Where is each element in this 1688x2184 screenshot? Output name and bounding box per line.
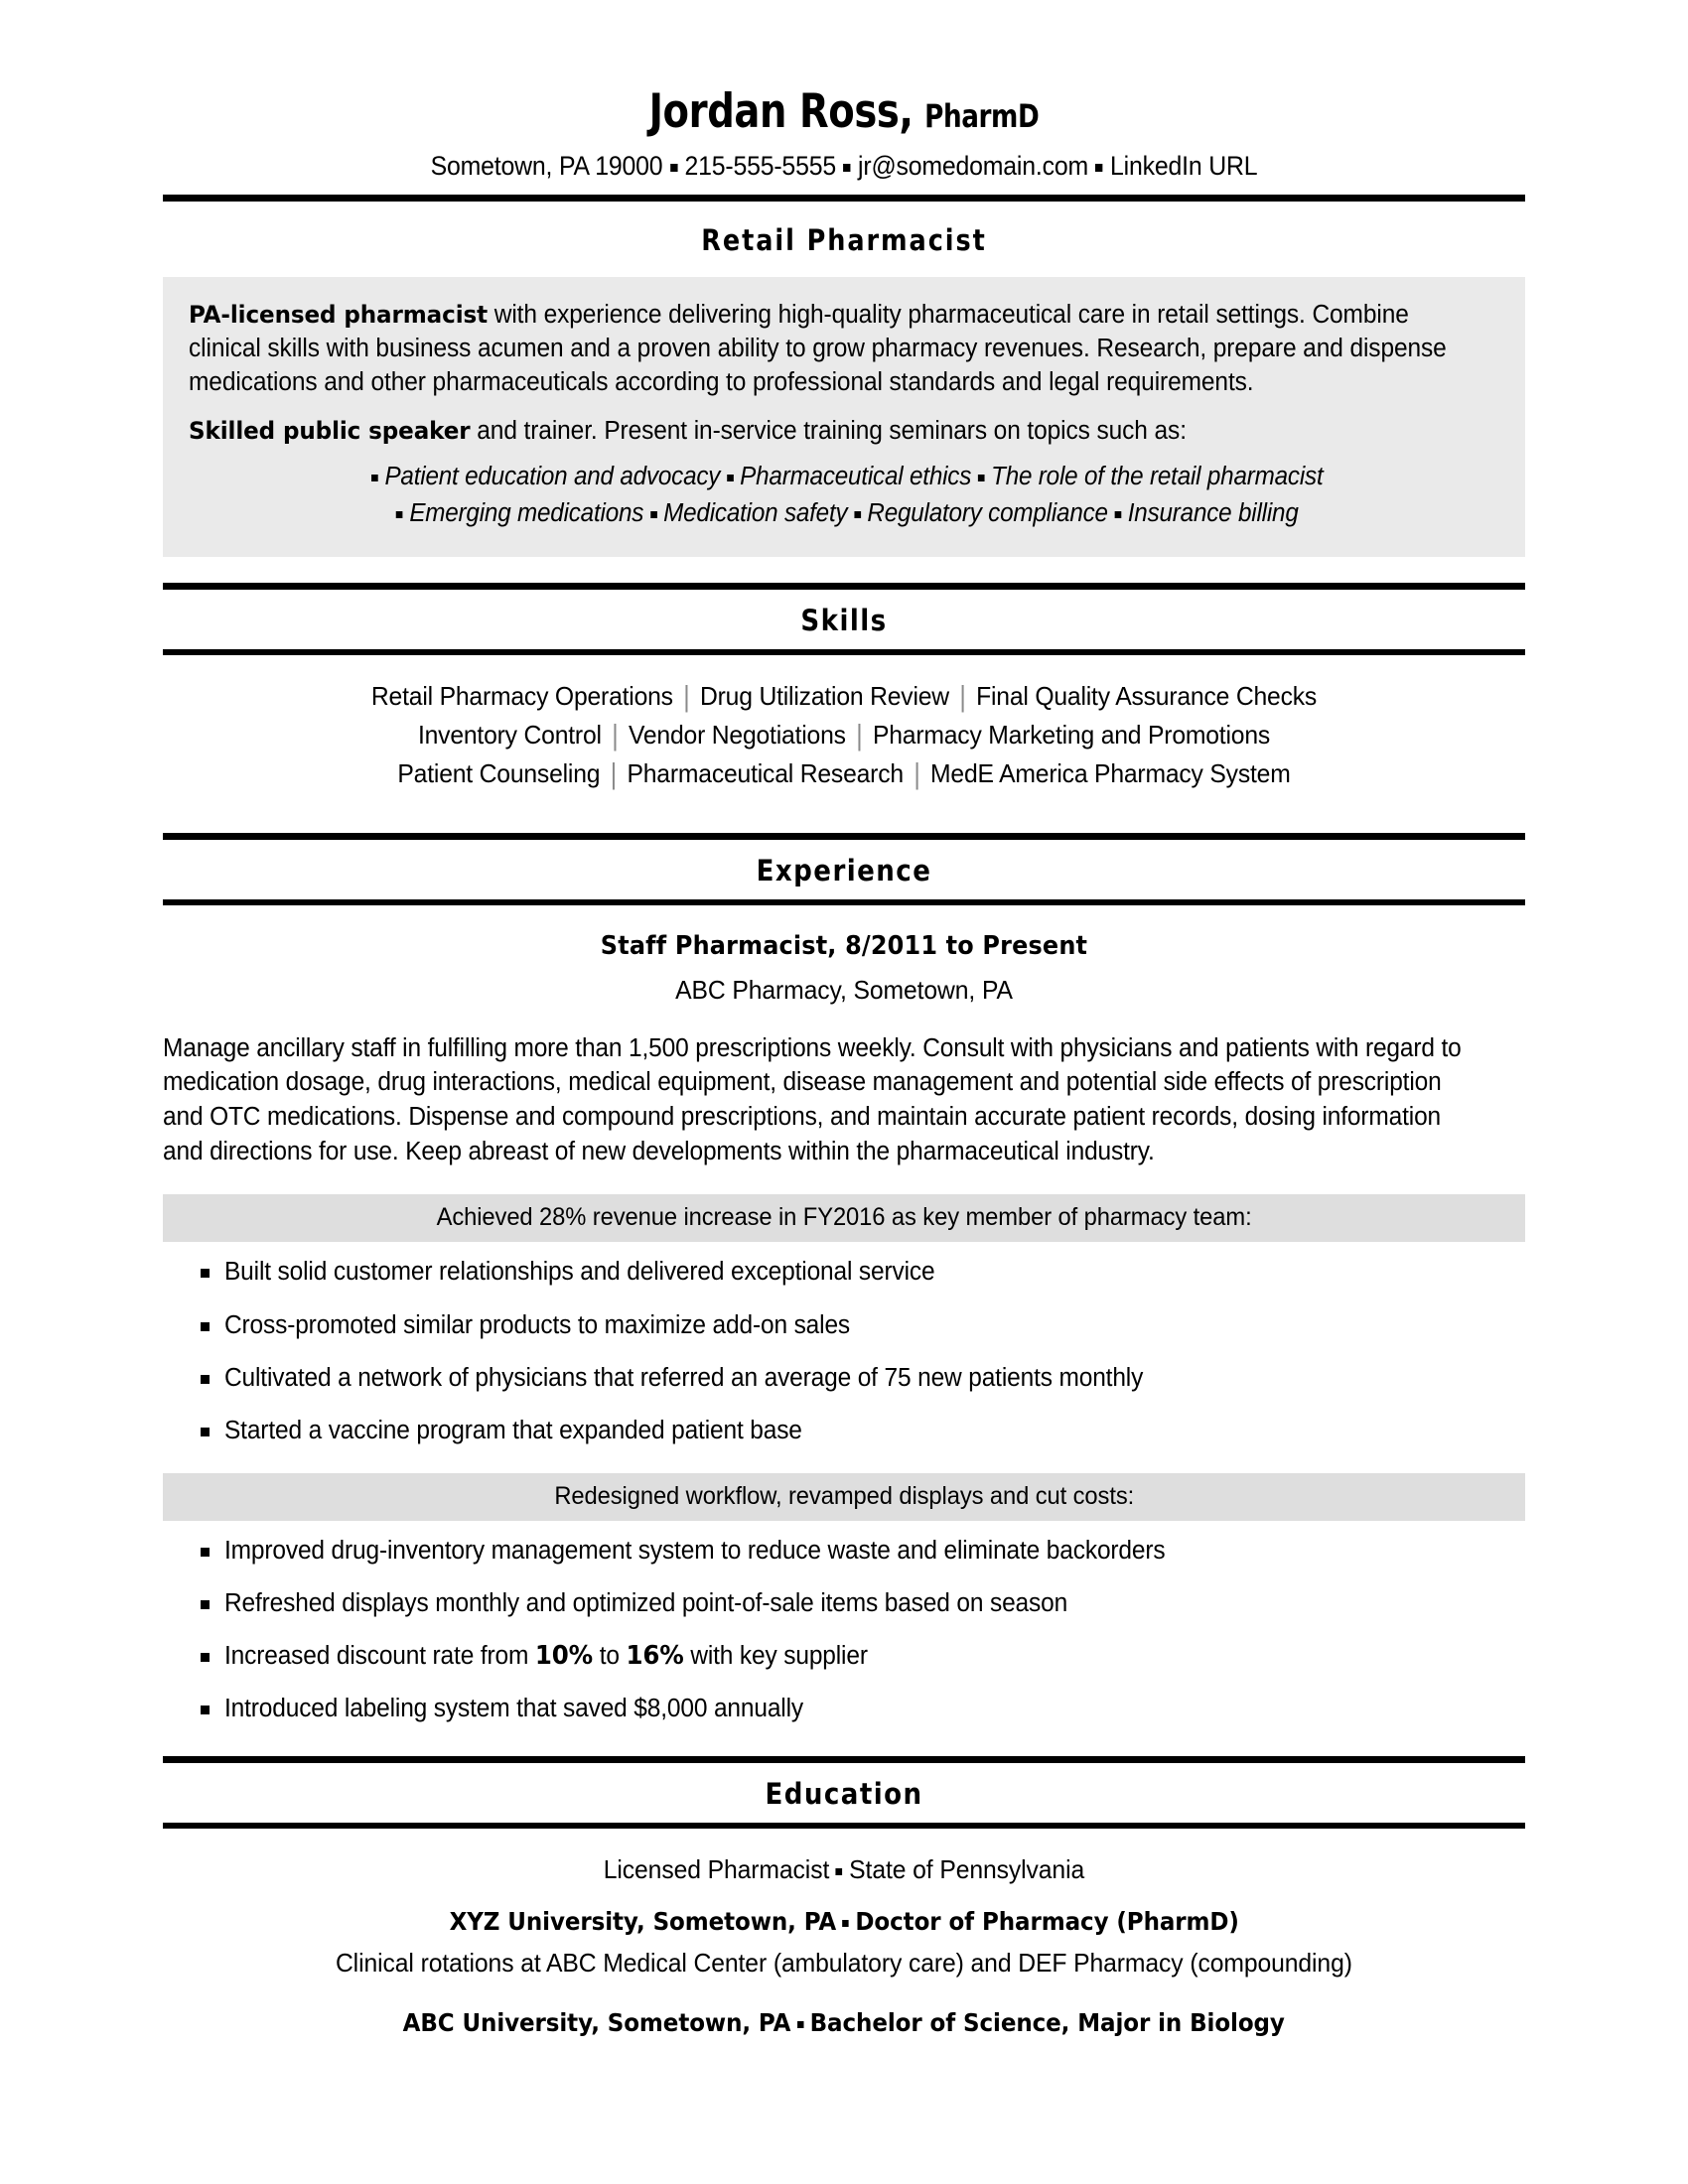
bullet-separator-icon: [842, 1920, 848, 1927]
summary-paragraph-2: [189, 415, 1447, 449]
list-item: [199, 1309, 1525, 1342]
skill-item: MedE America Pharmacy System: [930, 757, 1291, 788]
topic-item: Regulatory compliance: [867, 498, 1108, 527]
contact-line: [217, 150, 1471, 182]
section-title-education: Education: [765, 1776, 923, 1811]
header-rule: [163, 195, 1525, 202]
section-education: [163, 1756, 1525, 1829]
discount-from: 10%: [534, 1641, 594, 1672]
summary-paragraph-1-text: with experience delivering high-quality pharmaceutical care in retail settings. Combine clinical skills with business acumen and a proven ability to grow pharmacy revenues. Research, prepare and dispense medications and other pharmaceuticals according to professional standards and legal requirements.: [189, 300, 1447, 396]
bullet-square-icon: [371, 475, 378, 481]
bullet-separator-icon: [1095, 164, 1102, 172]
topic-item: The role of the retail pharmacist: [991, 463, 1324, 491]
education-list: [163, 1829, 1525, 2037]
contact-phone: 215-555-5555: [684, 151, 836, 182]
education-degree-1: [163, 1907, 1525, 1936]
achievement-text: Cross-promoted similar products to maximize add-on sales: [224, 1310, 851, 1339]
list-item: [199, 1693, 1525, 1725]
topic-item: Insurance billing: [1127, 498, 1299, 527]
bullet-separator-icon: [670, 164, 677, 172]
list-item: [199, 1415, 1525, 1447]
bullet-separator-icon: [836, 1868, 843, 1875]
skill-separator-icon: |: [959, 678, 966, 713]
summary-speaker-bold: Skilled public speaker: [189, 417, 471, 446]
summary-lead-bold: PA-licensed pharmacist: [189, 300, 489, 329]
candidate-name-line: [285, 84, 1402, 139]
achievement-text: Started a vaccine program that expanded patient base: [224, 1416, 802, 1444]
topic-item: Medication safety: [663, 498, 848, 527]
bullet-separator-icon: [797, 2021, 803, 2028]
achievement-list-2: [163, 1535, 1525, 1726]
degree-name: Doctor of Pharmacy (PharmD): [855, 1906, 1239, 1936]
degree-school: ABC University, Sometown, PA: [402, 2007, 791, 2037]
achievement-text: Refreshed displays monthly and optimized point-of-sale items based on season: [224, 1589, 1068, 1618]
discount-mid: to: [593, 1642, 627, 1671]
section-title-skills: Skills: [800, 603, 888, 637]
contact-linkedin[interactable]: LinkedIn URL: [1110, 151, 1258, 182]
skill-item: Retail Pharmacy Operations: [370, 680, 673, 711]
skill-separator-icon: |: [914, 755, 920, 790]
bullet-separator-icon: [1114, 511, 1121, 518]
page-title: Retail Pharmacist: [701, 222, 987, 257]
skill-item: Pharmaceutical Research: [627, 757, 904, 788]
degree-name: Bachelor of Science, Major in Biology: [809, 2007, 1286, 2037]
list-item: [199, 1640, 1525, 1673]
skill-separator-icon: |: [856, 717, 863, 751]
degree-school: XYZ University, Sometown, PA: [449, 1906, 836, 1936]
education-degree-1-inner: [449, 1907, 1238, 1936]
list-item: [199, 1587, 1525, 1620]
bullet-separator-icon: [727, 475, 734, 481]
education-license: [163, 1854, 1525, 1885]
summary-topics-list: [189, 459, 1499, 530]
education-degree-2-inner: [403, 2008, 1285, 2037]
list-item: [199, 1362, 1525, 1395]
skill-item: Final Quality Assurance Checks: [976, 680, 1318, 711]
skill-item: Patient Counseling: [397, 757, 601, 788]
skill-item: Drug Utilization Review: [699, 680, 949, 711]
skills-list: [163, 655, 1525, 807]
summary-paragraph-2-text: and trainer. Present in-service training seminars on topics such as:: [470, 417, 1187, 446]
skill-separator-icon: |: [683, 678, 690, 713]
bullet-separator-icon: [843, 164, 850, 172]
achievement-discount: [224, 1640, 868, 1673]
resume-header: [163, 0, 1525, 183]
candidate-credential: PharmD: [924, 97, 1040, 135]
contact-email[interactable]: jr@somedomain.com: [858, 151, 1088, 182]
skills-row: [197, 754, 1490, 793]
header-divider: [163, 195, 1525, 202]
achievement-heading-1: [163, 1194, 1525, 1242]
education-degree-1-detail-text: Clinical rotations at ABC Medical Center (ambulatory care) and DEF Pharmacy (compounding): [336, 1947, 1352, 1978]
bullet-separator-icon: [650, 511, 657, 518]
skills-row: [197, 716, 1490, 754]
experience-description: Manage ancillary staff in fulfilling more than 1,500 prescriptions weekly. Consult with physicians and patients with regard to medication dosage, drug interactions, medical equipment, disease management and potential side effects of prescription and OTC medications. Dispense and compound prescriptions, and maintain accurate patient records, dosing information and directions for use. Keep abreast of new developments within the pharmaceutical industry.: [163, 1033, 1462, 1165]
achievement-text: Improved drug-inventory management system to reduce waste and eliminate backorders: [224, 1537, 1166, 1566]
discount-post: with key supplier: [683, 1642, 868, 1671]
achievement-heading-2-text: Redesigned workflow, revamped displays and cut costs:: [554, 1482, 1134, 1511]
skill-separator-icon: |: [612, 717, 619, 751]
education-degree-1-detail: [163, 1948, 1525, 1979]
section-skills: [163, 583, 1525, 655]
bullet-square-icon: [396, 511, 403, 518]
experience-job-title: Staff Pharmacist, 8/2011 to Present: [600, 930, 1088, 961]
section-rule-top: [163, 1756, 1525, 1763]
section-experience: [163, 833, 1525, 905]
summary-topics-row-1: [221, 459, 1467, 494]
skills-row: [197, 677, 1490, 716]
candidate-name: Jordan Ross,: [648, 84, 914, 139]
topic-item: Pharmaceutical ethics: [740, 463, 972, 491]
topic-item: Patient education and advocacy: [384, 463, 721, 491]
list-item: [199, 1535, 1525, 1568]
topic-item: Emerging medications: [409, 498, 644, 527]
section-rule-top: [163, 583, 1525, 590]
discount-to: 16%: [626, 1641, 684, 1672]
bullet-separator-icon: [854, 511, 861, 518]
achievement-text: Built solid customer relationships and delivered exceptional service: [224, 1258, 935, 1287]
summary-box: [163, 277, 1525, 557]
achievement-text: Cultivated a network of physicians that referred an average of 75 new patients monthly: [224, 1363, 1144, 1392]
skill-item: Pharmacy Marketing and Promotions: [872, 719, 1271, 750]
list-item: [199, 1256, 1525, 1289]
achievement-heading-2: [163, 1473, 1525, 1521]
summary-paragraph-1: [189, 299, 1447, 400]
license-name: Licensed Pharmacist: [603, 1853, 830, 1884]
skill-item: Vendor Negotiations: [628, 719, 846, 750]
achievement-list-1: [163, 1256, 1525, 1447]
achievement-heading-1-text: Achieved 28% revenue increase in FY2016 as key member of pharmacy team:: [436, 1203, 1252, 1232]
summary-topics-row-2: [221, 495, 1467, 531]
education-license-inner: [604, 1854, 1084, 1885]
experience-organization: ABC Pharmacy, Sometown, PA: [675, 974, 1013, 1005]
license-state: State of Pennsylvania: [849, 1853, 1085, 1884]
skill-item: Inventory Control: [417, 719, 602, 750]
section-rule-top: [163, 833, 1525, 840]
education-degree-2: [163, 2008, 1525, 2037]
achievement-text: Introduced labeling system that saved $8,000 annually: [224, 1695, 804, 1723]
skill-separator-icon: |: [610, 755, 618, 790]
bullet-separator-icon: [978, 475, 985, 481]
discount-pre: Increased discount rate from: [224, 1642, 535, 1671]
contact-location: Sometown, PA 19000: [430, 151, 663, 182]
experience-entry: [163, 905, 1525, 1726]
section-title-experience: Experience: [756, 853, 932, 887]
